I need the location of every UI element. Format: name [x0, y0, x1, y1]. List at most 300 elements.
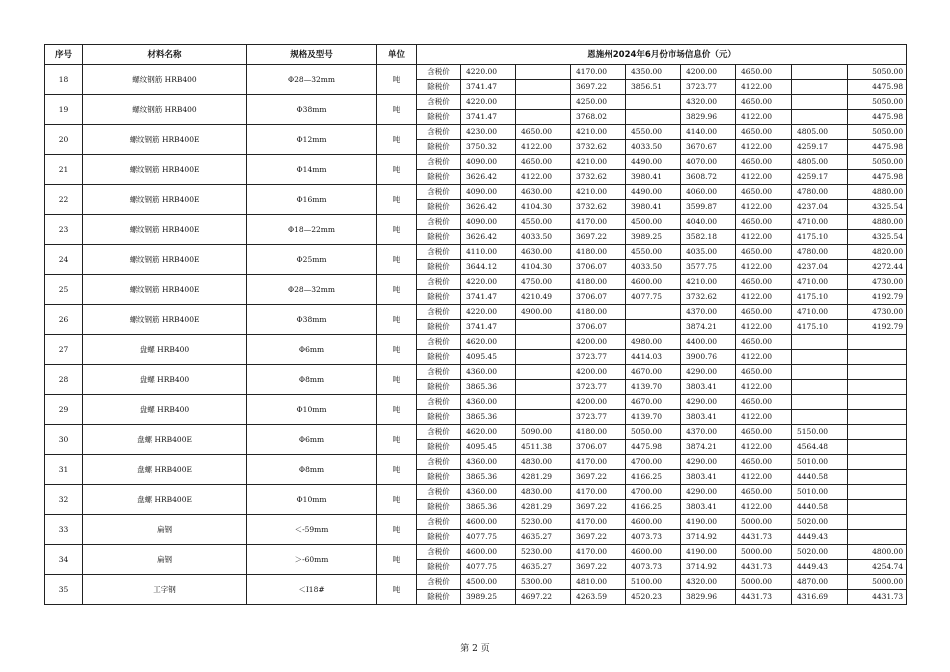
material-unit: 吨: [377, 425, 417, 455]
price-cell: 3723.77: [571, 410, 626, 425]
price-cell: 4170.00: [571, 485, 626, 500]
price-cell: 4780.00: [792, 185, 848, 200]
price-cell: 4170.00: [571, 65, 626, 80]
price-cell: 3697.22: [571, 560, 626, 575]
price-cell: 3706.07: [571, 260, 626, 275]
price-cell: 3741.47: [461, 110, 516, 125]
price-cell: 4750.00: [516, 275, 571, 290]
row-index: 22: [45, 185, 83, 215]
price-cell: 5050.00: [848, 95, 907, 110]
price-cell: 4370.00: [681, 425, 736, 440]
material-unit: 吨: [377, 545, 417, 575]
price-cell: 4805.00: [792, 155, 848, 170]
price-cell: 4325.54: [848, 230, 907, 245]
price-cell: 4511.38: [516, 440, 571, 455]
price-cell: 4035.00: [681, 245, 736, 260]
material-name: 盘螺 HRB400: [83, 335, 247, 365]
row-index: 28: [45, 365, 83, 395]
price-cell: 4325.54: [848, 200, 907, 215]
price-cell: 3706.07: [571, 440, 626, 455]
price-cell: 5010.00: [792, 455, 848, 470]
price-cell: 4650.00: [736, 125, 792, 140]
material-spec: Φ8mm: [247, 365, 377, 395]
price-cell: 5050.00: [626, 425, 681, 440]
price-type-tax-excluded: 除税价: [417, 260, 461, 275]
price-type-tax-excluded: 除税价: [417, 80, 461, 95]
price-cell: 4281.29: [516, 470, 571, 485]
price-cell: 4500.00: [626, 215, 681, 230]
price-cell: 4281.29: [516, 500, 571, 515]
price-cell: 4360.00: [461, 395, 516, 410]
price-cell: 4800.00: [848, 545, 907, 560]
price-cell: 4440.58: [792, 470, 848, 485]
material-spec: ＞-60mm: [247, 545, 377, 575]
price-cell: 3644.12: [461, 260, 516, 275]
price-cell: 4710.00: [792, 215, 848, 230]
price-cell: 4500.00: [461, 575, 516, 590]
price-cell: [516, 110, 571, 125]
price-cell: 4077.75: [461, 530, 516, 545]
price-cell: 4805.00: [792, 125, 848, 140]
price-cell: [516, 80, 571, 95]
price-cell: 3865.36: [461, 410, 516, 425]
header-spec: 规格及型号: [247, 45, 377, 65]
price-cell: 5000.00: [736, 545, 792, 560]
price-cell: [848, 470, 907, 485]
price-cell: 4180.00: [571, 245, 626, 260]
table-row: [45, 245, 907, 260]
row-index: 26: [45, 305, 83, 335]
material-spec: Φ38mm: [247, 95, 377, 125]
price-cell: 4122.00: [736, 380, 792, 395]
price-cell: 3626.42: [461, 170, 516, 185]
material-name: 盘螺 HRB400: [83, 395, 247, 425]
row-index: 30: [45, 425, 83, 455]
price-cell: 4350.00: [626, 65, 681, 80]
price-cell: 4175.10: [792, 320, 848, 335]
price-cell: 5300.00: [516, 575, 571, 590]
price-cell: 4670.00: [626, 365, 681, 380]
price-cell: 4830.00: [516, 455, 571, 470]
header-price-title: 恩施州2024年6月份市场信息价（元）: [417, 45, 907, 65]
table-row: [45, 515, 907, 530]
price-cell: 3874.21: [681, 320, 736, 335]
price-cell: 4139.70: [626, 410, 681, 425]
price-cell: 4290.00: [681, 365, 736, 380]
price-cell: 4820.00: [848, 245, 907, 260]
row-index: 27: [45, 335, 83, 365]
price-cell: 4122.00: [736, 500, 792, 515]
price-cell: [848, 455, 907, 470]
price-cell: 4077.75: [626, 290, 681, 305]
price-cell: 5150.00: [792, 425, 848, 440]
table-row: [45, 125, 907, 140]
price-cell: 4170.00: [571, 455, 626, 470]
price-cell: 4780.00: [792, 245, 848, 260]
price-cell: [848, 515, 907, 530]
table-row: [45, 95, 907, 110]
price-cell: 4060.00: [681, 185, 736, 200]
price-cell: 3803.41: [681, 500, 736, 515]
price-cell: [848, 350, 907, 365]
price-cell: 4449.43: [792, 560, 848, 575]
table-row: [45, 65, 907, 80]
price-type-tax-included: 含税价: [417, 485, 461, 500]
price-cell: 4220.00: [461, 95, 516, 110]
price-cell: 4095.45: [461, 440, 516, 455]
price-cell: 5230.00: [516, 515, 571, 530]
price-cell: [626, 305, 681, 320]
price-cell: 4122.00: [736, 440, 792, 455]
price-cell: 4220.00: [461, 275, 516, 290]
price-cell: 4670.00: [626, 395, 681, 410]
row-index: 20: [45, 125, 83, 155]
price-cell: 4170.00: [571, 515, 626, 530]
price-cell: 4210.49: [516, 290, 571, 305]
price-cell: 4550.00: [516, 215, 571, 230]
price-cell: 4166.25: [626, 470, 681, 485]
table-row: [45, 335, 907, 350]
price-cell: 4630.00: [516, 185, 571, 200]
material-name: 螺纹钢筋 HRB400E: [83, 185, 247, 215]
price-cell: 5000.00: [736, 515, 792, 530]
price-cell: 3577.75: [681, 260, 736, 275]
price-cell: 4180.00: [571, 305, 626, 320]
header-row: [45, 45, 907, 65]
material-spec: Φ28—32mm: [247, 65, 377, 95]
price-cell: [792, 395, 848, 410]
price-cell: 4220.00: [461, 65, 516, 80]
material-unit: 吨: [377, 275, 417, 305]
price-cell: [516, 335, 571, 350]
price-cell: 4431.73: [736, 590, 792, 605]
price-cell: 4700.00: [626, 485, 681, 500]
price-cell: [792, 365, 848, 380]
price-type-tax-excluded: 除税价: [417, 530, 461, 545]
price-cell: [848, 440, 907, 455]
price-cell: 3732.62: [571, 140, 626, 155]
material-spec: Φ28—32mm: [247, 275, 377, 305]
price-cell: 4254.74: [848, 560, 907, 575]
price-cell: 3706.07: [571, 320, 626, 335]
price-cell: 4520.23: [626, 590, 681, 605]
price-type-tax-included: 含税价: [417, 515, 461, 530]
price-cell: [792, 410, 848, 425]
price-cell: 5230.00: [516, 545, 571, 560]
price-cell: 5050.00: [848, 125, 907, 140]
price-type-tax-included: 含税价: [417, 245, 461, 260]
price-cell: 4175.10: [792, 290, 848, 305]
material-name: 螺纹钢筋 HRB400: [83, 95, 247, 125]
table-row: [45, 395, 907, 410]
price-type-tax-excluded: 除税价: [417, 500, 461, 515]
price-cell: 4104.30: [516, 260, 571, 275]
price-cell: 4237.04: [792, 200, 848, 215]
price-cell: 4980.00: [626, 335, 681, 350]
page-number: 第 2 页: [460, 644, 490, 654]
material-unit: 吨: [377, 395, 417, 425]
price-cell: 4272.44: [848, 260, 907, 275]
price-cell: 3865.36: [461, 380, 516, 395]
price-cell: 3732.62: [571, 200, 626, 215]
material-name: 螺纹钢筋 HRB400E: [83, 125, 247, 155]
price-type-tax-excluded: 除税价: [417, 110, 461, 125]
price-type-tax-excluded: 除税价: [417, 380, 461, 395]
price-cell: 4263.59: [571, 590, 626, 605]
price-cell: 4110.00: [461, 245, 516, 260]
price-cell: 4600.00: [626, 545, 681, 560]
price-cell: 4475.98: [626, 440, 681, 455]
price-type-tax-included: 含税价: [417, 575, 461, 590]
price-cell: 4600.00: [461, 515, 516, 530]
header-material-name: 材料名称: [83, 45, 247, 65]
price-cell: 3697.22: [571, 470, 626, 485]
price-cell: 4320.00: [681, 575, 736, 590]
table-row: [45, 365, 907, 380]
price-cell: 4550.00: [626, 125, 681, 140]
table-row: [45, 425, 907, 440]
price-cell: 4259.17: [792, 170, 848, 185]
price-cell: [792, 335, 848, 350]
material-unit: 吨: [377, 365, 417, 395]
price-cell: [792, 80, 848, 95]
price-cell: 4431.73: [736, 530, 792, 545]
row-index: 23: [45, 215, 83, 245]
price-type-tax-excluded: 除税价: [417, 140, 461, 155]
material-name: 盘螺 HRB400: [83, 365, 247, 395]
table-row: [45, 485, 907, 500]
price-cell: 3732.62: [571, 170, 626, 185]
material-unit: 吨: [377, 485, 417, 515]
material-unit: 吨: [377, 215, 417, 245]
price-cell: 4095.45: [461, 350, 516, 365]
material-spec: Φ12mm: [247, 125, 377, 155]
material-name: 螺纹钢筋 HRB400E: [83, 275, 247, 305]
price-cell: 5000.00: [848, 575, 907, 590]
material-spec: Φ38mm: [247, 305, 377, 335]
price-cell: [792, 110, 848, 125]
price-cell: 4449.43: [792, 530, 848, 545]
price-type-tax-included: 含税价: [417, 185, 461, 200]
material-name: 螺纹钢筋 HRB400E: [83, 155, 247, 185]
price-cell: 4033.50: [516, 230, 571, 245]
header-unit: 单位: [377, 45, 417, 65]
price-cell: [516, 395, 571, 410]
price-cell: 4230.00: [461, 125, 516, 140]
row-index: 21: [45, 155, 83, 185]
price-cell: 4490.00: [626, 185, 681, 200]
price-cell: 4475.98: [848, 80, 907, 95]
price-cell: 4200.00: [571, 335, 626, 350]
price-cell: 5100.00: [626, 575, 681, 590]
price-type-tax-included: 含税价: [417, 425, 461, 440]
material-unit: 吨: [377, 95, 417, 125]
price-cell: 4122.00: [736, 410, 792, 425]
price-cell: 4650.00: [736, 215, 792, 230]
price-cell: 3697.22: [571, 230, 626, 245]
price-cell: 3829.96: [681, 590, 736, 605]
price-cell: 4122.00: [736, 350, 792, 365]
price-cell: [792, 65, 848, 80]
price-cell: 3989.25: [461, 590, 516, 605]
price-cell: 3856.51: [626, 80, 681, 95]
material-name: 螺纹钢筋 HRB400: [83, 65, 247, 95]
material-spec: Φ10mm: [247, 395, 377, 425]
price-cell: 4431.73: [848, 590, 907, 605]
price-cell: 4122.00: [736, 140, 792, 155]
price-type-tax-included: 含税价: [417, 455, 461, 470]
price-cell: 4122.00: [736, 110, 792, 125]
material-spec: Φ14mm: [247, 155, 377, 185]
price-type-tax-included: 含税价: [417, 215, 461, 230]
price-cell: 4180.00: [571, 425, 626, 440]
price-cell: 3582.18: [681, 230, 736, 245]
price-cell: 4190.00: [681, 515, 736, 530]
table-row: [45, 155, 907, 170]
price-cell: 4564.48: [792, 440, 848, 455]
price-cell: 3670.67: [681, 140, 736, 155]
price-cell: 3732.62: [681, 290, 736, 305]
price-cell: 3714.92: [681, 560, 736, 575]
material-unit: 吨: [377, 515, 417, 545]
price-cell: 4316.69: [792, 590, 848, 605]
price-cell: [516, 380, 571, 395]
price-cell: [848, 365, 907, 380]
price-type-tax-excluded: 除税价: [417, 230, 461, 245]
price-cell: 3599.87: [681, 200, 736, 215]
price-cell: 4200.00: [571, 395, 626, 410]
price-cell: 4650.00: [736, 245, 792, 260]
price-cell: 4880.00: [848, 215, 907, 230]
price-type-tax-included: 含税价: [417, 335, 461, 350]
price-cell: 4650.00: [736, 365, 792, 380]
price-cell: 4620.00: [461, 335, 516, 350]
material-unit: 吨: [377, 455, 417, 485]
header-index: 序号: [45, 45, 83, 65]
price-cell: 4730.00: [848, 275, 907, 290]
price-cell: 4440.58: [792, 500, 848, 515]
price-cell: 4192.79: [848, 290, 907, 305]
price-cell: 4475.98: [848, 140, 907, 155]
price-cell: 4077.75: [461, 560, 516, 575]
price-cell: 3741.47: [461, 290, 516, 305]
price-type-tax-included: 含税价: [417, 275, 461, 290]
material-name: 螺纹钢筋 HRB400E: [83, 305, 247, 335]
table-row: [45, 215, 907, 230]
price-cell: 4400.00: [681, 335, 736, 350]
price-cell: [626, 110, 681, 125]
price-cell: 3714.92: [681, 530, 736, 545]
price-cell: 4635.27: [516, 560, 571, 575]
price-type-tax-included: 含税价: [417, 365, 461, 380]
price-cell: 4635.27: [516, 530, 571, 545]
price-cell: 3803.41: [681, 410, 736, 425]
price-cell: 3697.22: [571, 500, 626, 515]
price-cell: 4414.03: [626, 350, 681, 365]
price-cell: 4070.00: [681, 155, 736, 170]
price-cell: 4073.73: [626, 530, 681, 545]
price-type-tax-included: 含税价: [417, 395, 461, 410]
price-cell: 4650.00: [516, 155, 571, 170]
price-cell: 3626.42: [461, 230, 516, 245]
table-row: [45, 575, 907, 590]
price-cell: 4630.00: [516, 245, 571, 260]
price-cell: [516, 410, 571, 425]
price-cell: 4360.00: [461, 455, 516, 470]
price-cell: 4090.00: [461, 185, 516, 200]
price-cell: 4600.00: [626, 275, 681, 290]
price-cell: 3768.02: [571, 110, 626, 125]
price-cell: 5050.00: [848, 65, 907, 80]
price-cell: 4650.00: [736, 455, 792, 470]
price-cell: 4200.00: [571, 365, 626, 380]
material-name: 扁钢: [83, 545, 247, 575]
price-cell: 4830.00: [516, 485, 571, 500]
material-unit: 吨: [377, 155, 417, 185]
price-cell: 4810.00: [571, 575, 626, 590]
price-cell: 4650.00: [736, 395, 792, 410]
price-cell: [848, 395, 907, 410]
price-cell: 4139.70: [626, 380, 681, 395]
price-cell: 3608.72: [681, 170, 736, 185]
price-cell: [848, 410, 907, 425]
price-cell: [848, 485, 907, 500]
row-index: 33: [45, 515, 83, 545]
price-cell: 4650.00: [736, 275, 792, 290]
material-name: 盘螺 HRB400E: [83, 485, 247, 515]
price-cell: 4104.30: [516, 200, 571, 215]
price-type-tax-included: 含税价: [417, 125, 461, 140]
price-cell: 5020.00: [792, 515, 848, 530]
price-cell: [516, 365, 571, 380]
price-cell: 3741.47: [461, 320, 516, 335]
price-type-tax-included: 含税价: [417, 95, 461, 110]
price-cell: 4360.00: [461, 365, 516, 380]
price-type-tax-excluded: 除税价: [417, 320, 461, 335]
price-cell: [626, 320, 681, 335]
price-cell: [626, 95, 681, 110]
price-cell: 4320.00: [681, 95, 736, 110]
price-cell: 4650.00: [736, 65, 792, 80]
price-cell: 3741.47: [461, 80, 516, 95]
row-index: 25: [45, 275, 83, 305]
price-cell: 4710.00: [792, 275, 848, 290]
price-type-tax-excluded: 除税价: [417, 470, 461, 485]
price-cell: 4870.00: [792, 575, 848, 590]
price-cell: 4700.00: [626, 455, 681, 470]
material-spec: Φ6mm: [247, 425, 377, 455]
table-row: [45, 545, 907, 560]
material-spec: Φ6mm: [247, 335, 377, 365]
price-cell: 4880.00: [848, 185, 907, 200]
price-cell: 3989.25: [626, 230, 681, 245]
price-cell: 4550.00: [626, 245, 681, 260]
price-cell: 4600.00: [626, 515, 681, 530]
price-cell: 4620.00: [461, 425, 516, 440]
price-cell: 4600.00: [461, 545, 516, 560]
price-cell: 4650.00: [736, 155, 792, 170]
price-cell: 4090.00: [461, 215, 516, 230]
price-cell: 4033.50: [626, 140, 681, 155]
price-cell: 3750.32: [461, 140, 516, 155]
price-cell: 4190.00: [681, 545, 736, 560]
price-cell: [516, 65, 571, 80]
material-spec: Φ16mm: [247, 185, 377, 215]
price-cell: 4237.04: [792, 260, 848, 275]
material-unit: 吨: [377, 65, 417, 95]
material-name: 螺纹钢筋 HRB400E: [83, 215, 247, 245]
price-type-tax-excluded: 除税价: [417, 410, 461, 425]
